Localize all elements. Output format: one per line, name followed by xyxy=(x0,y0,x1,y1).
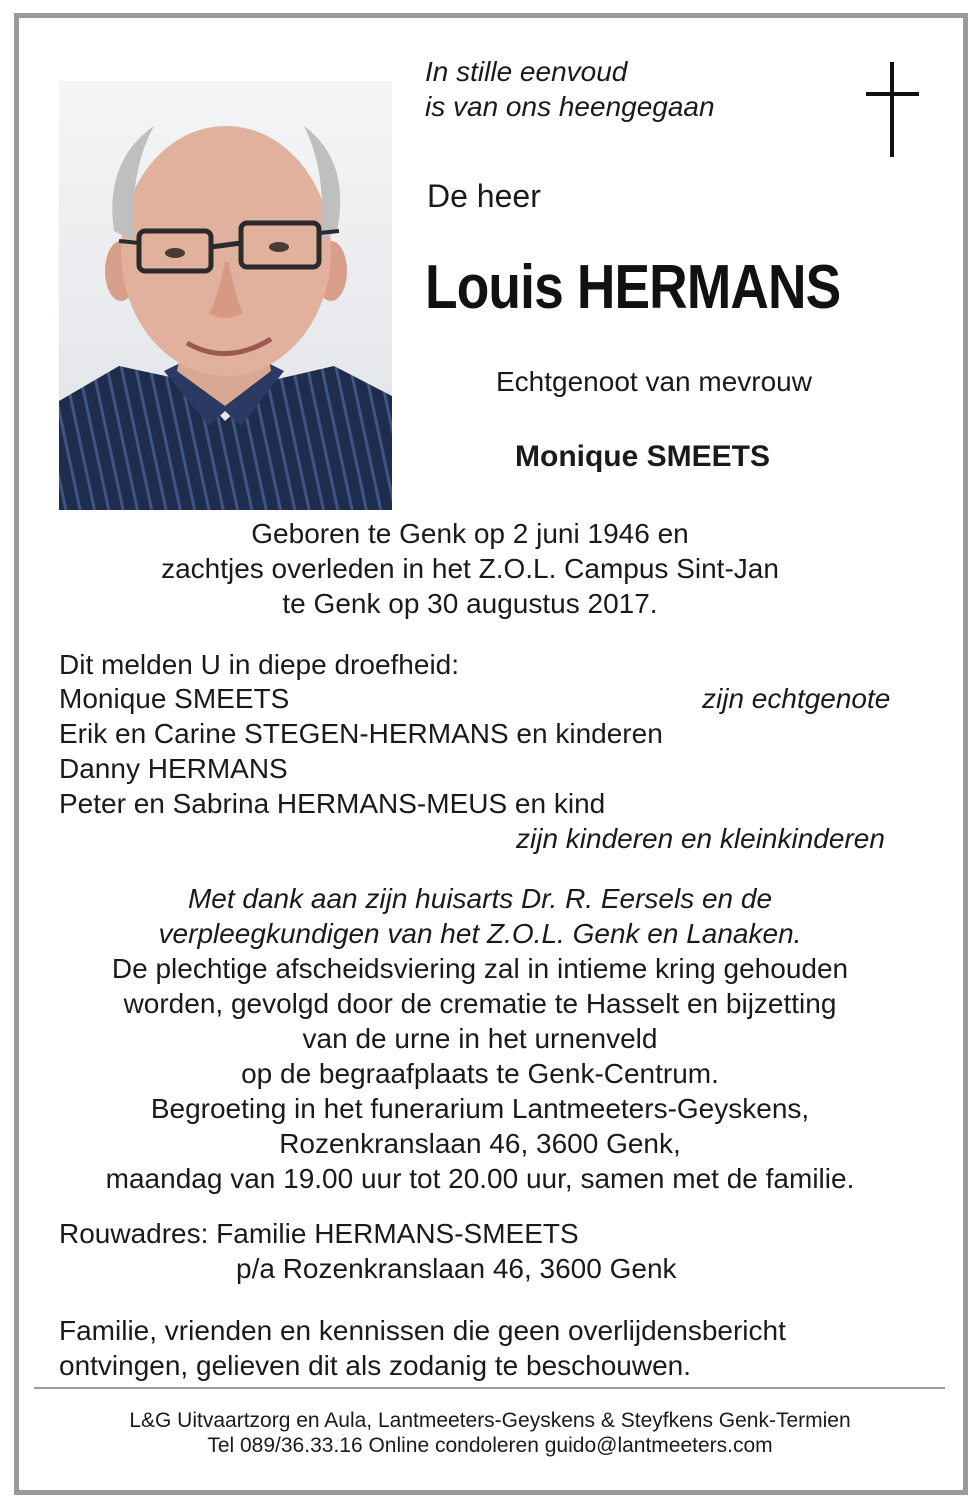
ceremony-line: maandag van 19.00 uur tot 20.00 uur, samen met de familie. xyxy=(105,1163,855,1194)
announcement-intro: Dit melden U in diepe droefheid: xyxy=(59,649,460,680)
ceremony-line: worden, gevolgd door de crematie te Hasselt en bijzetting xyxy=(123,988,837,1019)
family-member-2: Erik en Carine STEGEN-HERMANS en kinderen xyxy=(59,718,663,749)
footer-line-1: L&G Uitvaartzorg en Aula, Lantmeeters-Geyskens & Steyfkens Genk-Termien xyxy=(129,1409,851,1432)
family-relation-1: zijn echtgenote xyxy=(702,683,891,714)
life-line-1: Geboren te Genk op 2 juni 1946 en xyxy=(251,518,689,549)
spouse-name: Monique SMEETS xyxy=(515,440,770,473)
address-line-1: Rouwadres: Familie HERMANS-SMEETS xyxy=(59,1218,579,1249)
life-line-3: te Genk op 30 augustus 2017. xyxy=(282,588,658,619)
ceremony-line: Begroeting in het funerarium Lantmeeters-Geyskens, xyxy=(150,1093,810,1124)
honorific: De heer xyxy=(427,178,541,214)
ceremony-line: op de begraafplaats te Genk-Centrum. xyxy=(241,1058,719,1089)
intro-line-2: is van ons heengegaan xyxy=(425,91,715,122)
spouse-label: Echtgenoot van mevrouw xyxy=(496,366,812,397)
ceremony-line: De plechtige afscheidsviering zal in intieme kring gehouden xyxy=(111,953,849,984)
ceremony-line: Rozenkranslaan 46, 3600 Genk, xyxy=(279,1128,681,1159)
family-member-3: Danny HERMANS xyxy=(59,753,288,784)
children-relation: zijn kinderen en kleinkinderen xyxy=(516,823,885,854)
address-line-2: p/a Rozenkranslaan 46, 3600 Genk xyxy=(236,1253,677,1284)
thanks-line-1: Met dank aan zijn huisarts Dr. R. Eersels en de xyxy=(187,883,773,914)
footer-divider xyxy=(34,1387,945,1389)
notice-line-2: ontvingen, gelieven dit als zodanig te beschouwen. xyxy=(59,1350,691,1381)
family-member-4: Peter en Sabrina HERMANS-MEUS en kind xyxy=(59,788,606,819)
notice-line-1: Familie, vrienden en kennissen die geen overlijdensbericht xyxy=(59,1315,786,1346)
portrait-photo xyxy=(59,81,392,510)
deceased-name: Louis HERMANS xyxy=(425,253,841,322)
life-line-2: zachtjes overleden in het Z.O.L. Campus Sint-Jan xyxy=(161,553,779,584)
ceremony-line: van de urne in het urnenveld xyxy=(302,1023,658,1054)
footer-line-2: Tel 089/36.33.16 Online condoleren guido@lantmeeters.com xyxy=(207,1434,773,1457)
thanks-line-2: verpleegkundigen van het Z.O.L. Genk en Lanaken. xyxy=(158,918,802,949)
intro-line-1: In stille eenvoud xyxy=(425,56,628,87)
family-member-1: Monique SMEETS xyxy=(59,683,290,714)
